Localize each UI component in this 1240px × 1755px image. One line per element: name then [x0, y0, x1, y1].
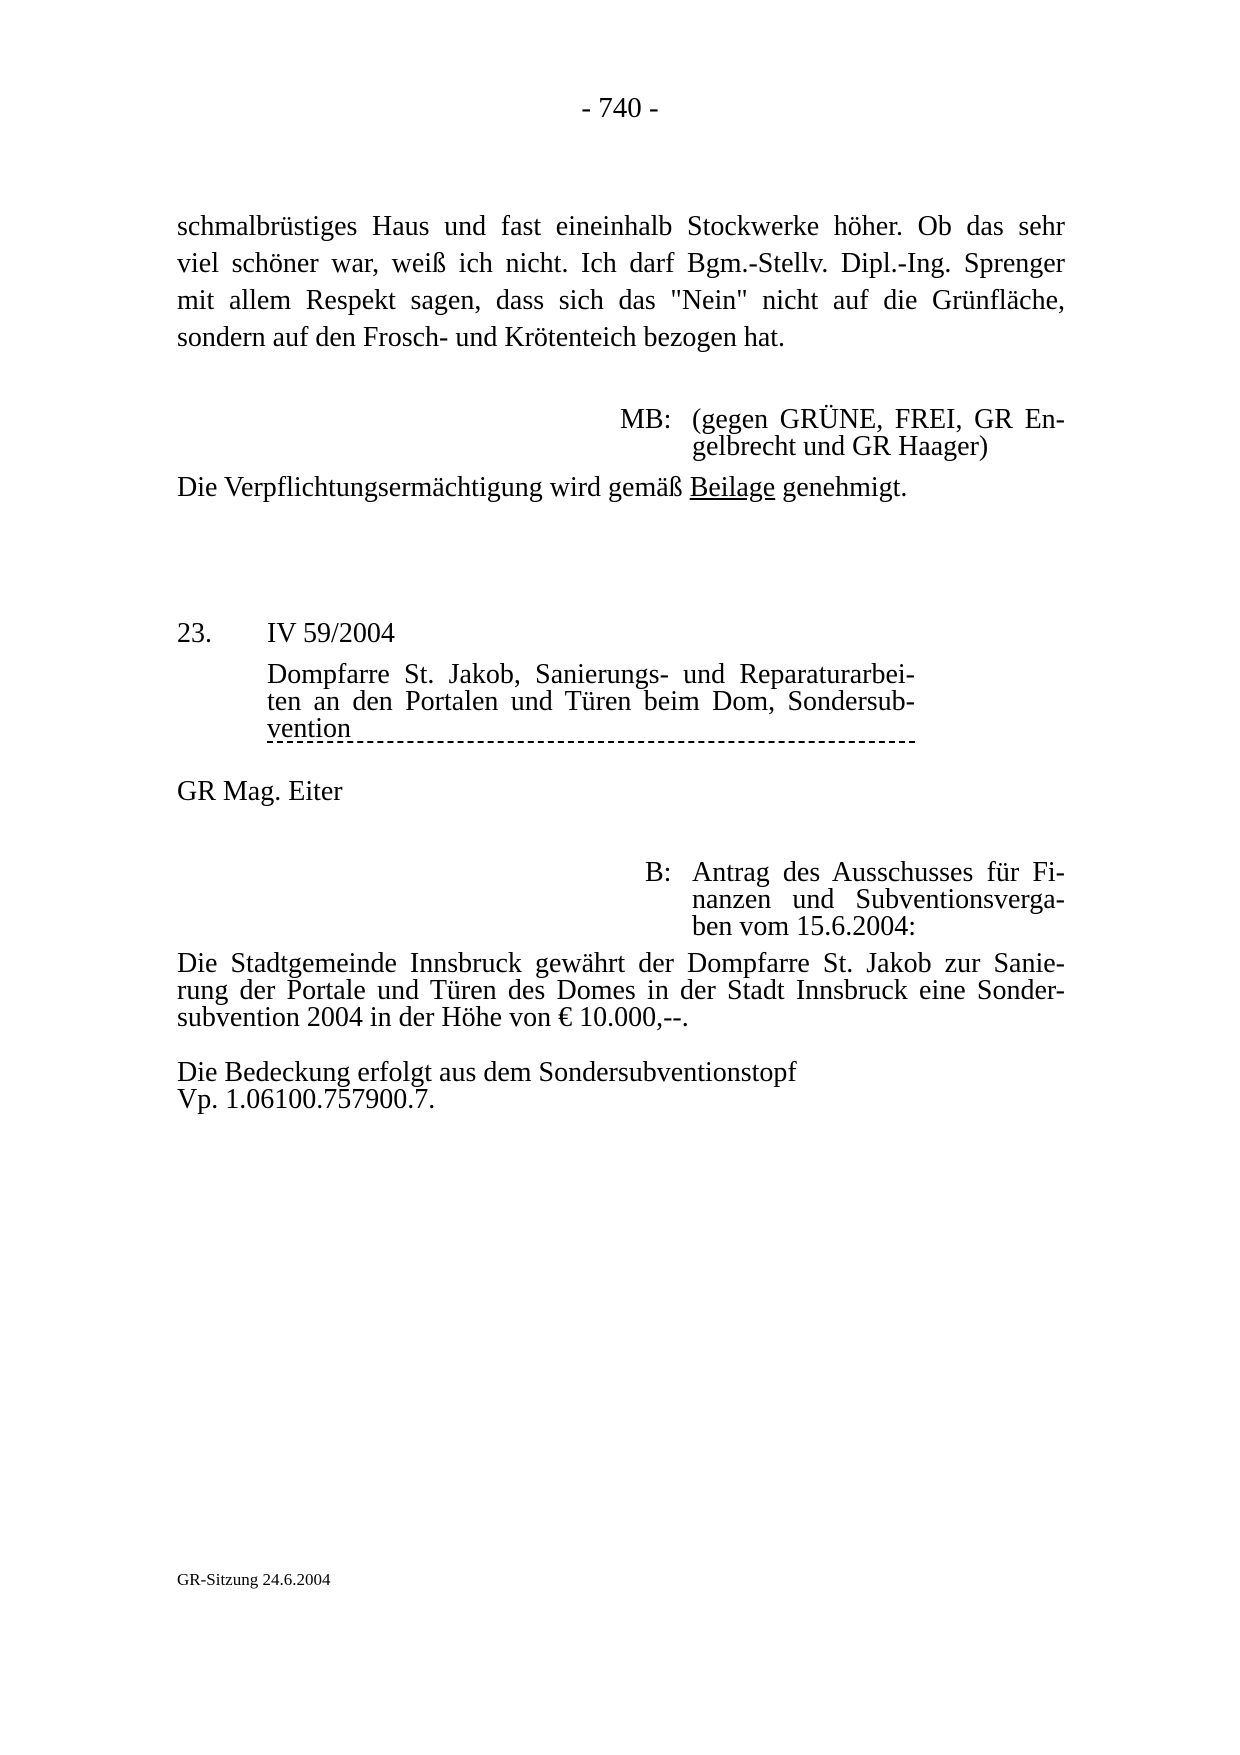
resolution-text-before: Die Verpflichtungsermächtigung wird gemäß: [177, 472, 690, 503]
vote-line: Antrag des Ausschusses für Fi-: [692, 857, 1065, 888]
resolution-approval: [177, 472, 907, 504]
title-line: vention: [267, 713, 351, 744]
vote-label: MB:: [620, 404, 672, 435]
vote-line: (gegen GRÜNE, FREI, GR En-: [692, 404, 1065, 435]
vote-label: B:: [645, 857, 672, 888]
vote-line: ben vom 15.6.2004:: [692, 911, 916, 942]
vote-text: [692, 859, 1065, 940]
paragraph-line: mit allem Respekt sagen, dass sich das "Nein" nicht auf die Grünfläche,: [177, 285, 1065, 316]
footer-session-date: GR-Sitzung 24.6.2004: [177, 1570, 331, 1589]
vote-b: [645, 859, 1065, 949]
resolution-line: rung der Portale und Türen des Domes in der Stadt Innsbruck eine Sonder-: [177, 975, 1065, 1006]
page-number: - 740 -: [581, 92, 659, 124]
title-line: Dompfarre St. Jakob, Sanierungs- und Reparaturarbei-: [267, 659, 915, 690]
coverage-line: Die Bedeckung erfolgt aus dem Sondersubventionstopf: [177, 1057, 797, 1088]
vote-line: gelbrecht und GR Haager): [692, 431, 989, 462]
title-line: ten an den Portalen und Türen beim Dom, Sondersub-: [267, 686, 915, 717]
item-code: IV 59/2004: [267, 618, 395, 649]
separator-line: [267, 741, 915, 743]
rapporteur: GR Mag. Eiter: [177, 776, 343, 807]
resolution-line: subvention 2004 in der Höhe von € 10.000,--.: [177, 1002, 689, 1033]
resolution-line: Die Stadtgemeinde Innsbruck gewährt der Dompfarre St. Jakob zur Sanie-: [177, 948, 1065, 979]
item-number: 23.: [177, 618, 212, 649]
item-title: [267, 661, 915, 742]
intro-paragraph: [177, 208, 1065, 356]
beilage-link[interactable]: Beilage: [689, 472, 776, 503]
vote-text: [692, 406, 1065, 460]
resolution-text-after: genehmigt.: [775, 472, 908, 503]
paragraph-line: viel schöner war, weiß ich nicht. Ich darf Bgm.-Stellv. Dipl.-Ing. Sprenger: [177, 248, 1065, 279]
vote-mb: [620, 406, 1065, 466]
coverage-note: [177, 1059, 877, 1113]
vote-line: nanzen und Subventionsverga-: [692, 884, 1065, 915]
paragraph-line: schmalbrüstiges Haus und fast eineinhalb Stockwerke höher. Ob das sehr: [177, 211, 1065, 242]
paragraph-line: sondern auf den Frosch- und Krötenteich bezogen hat.: [177, 322, 786, 353]
resolution-subsidy: [177, 950, 1065, 1031]
coverage-line: Vp. 1.06100.757900.7.: [177, 1084, 436, 1115]
